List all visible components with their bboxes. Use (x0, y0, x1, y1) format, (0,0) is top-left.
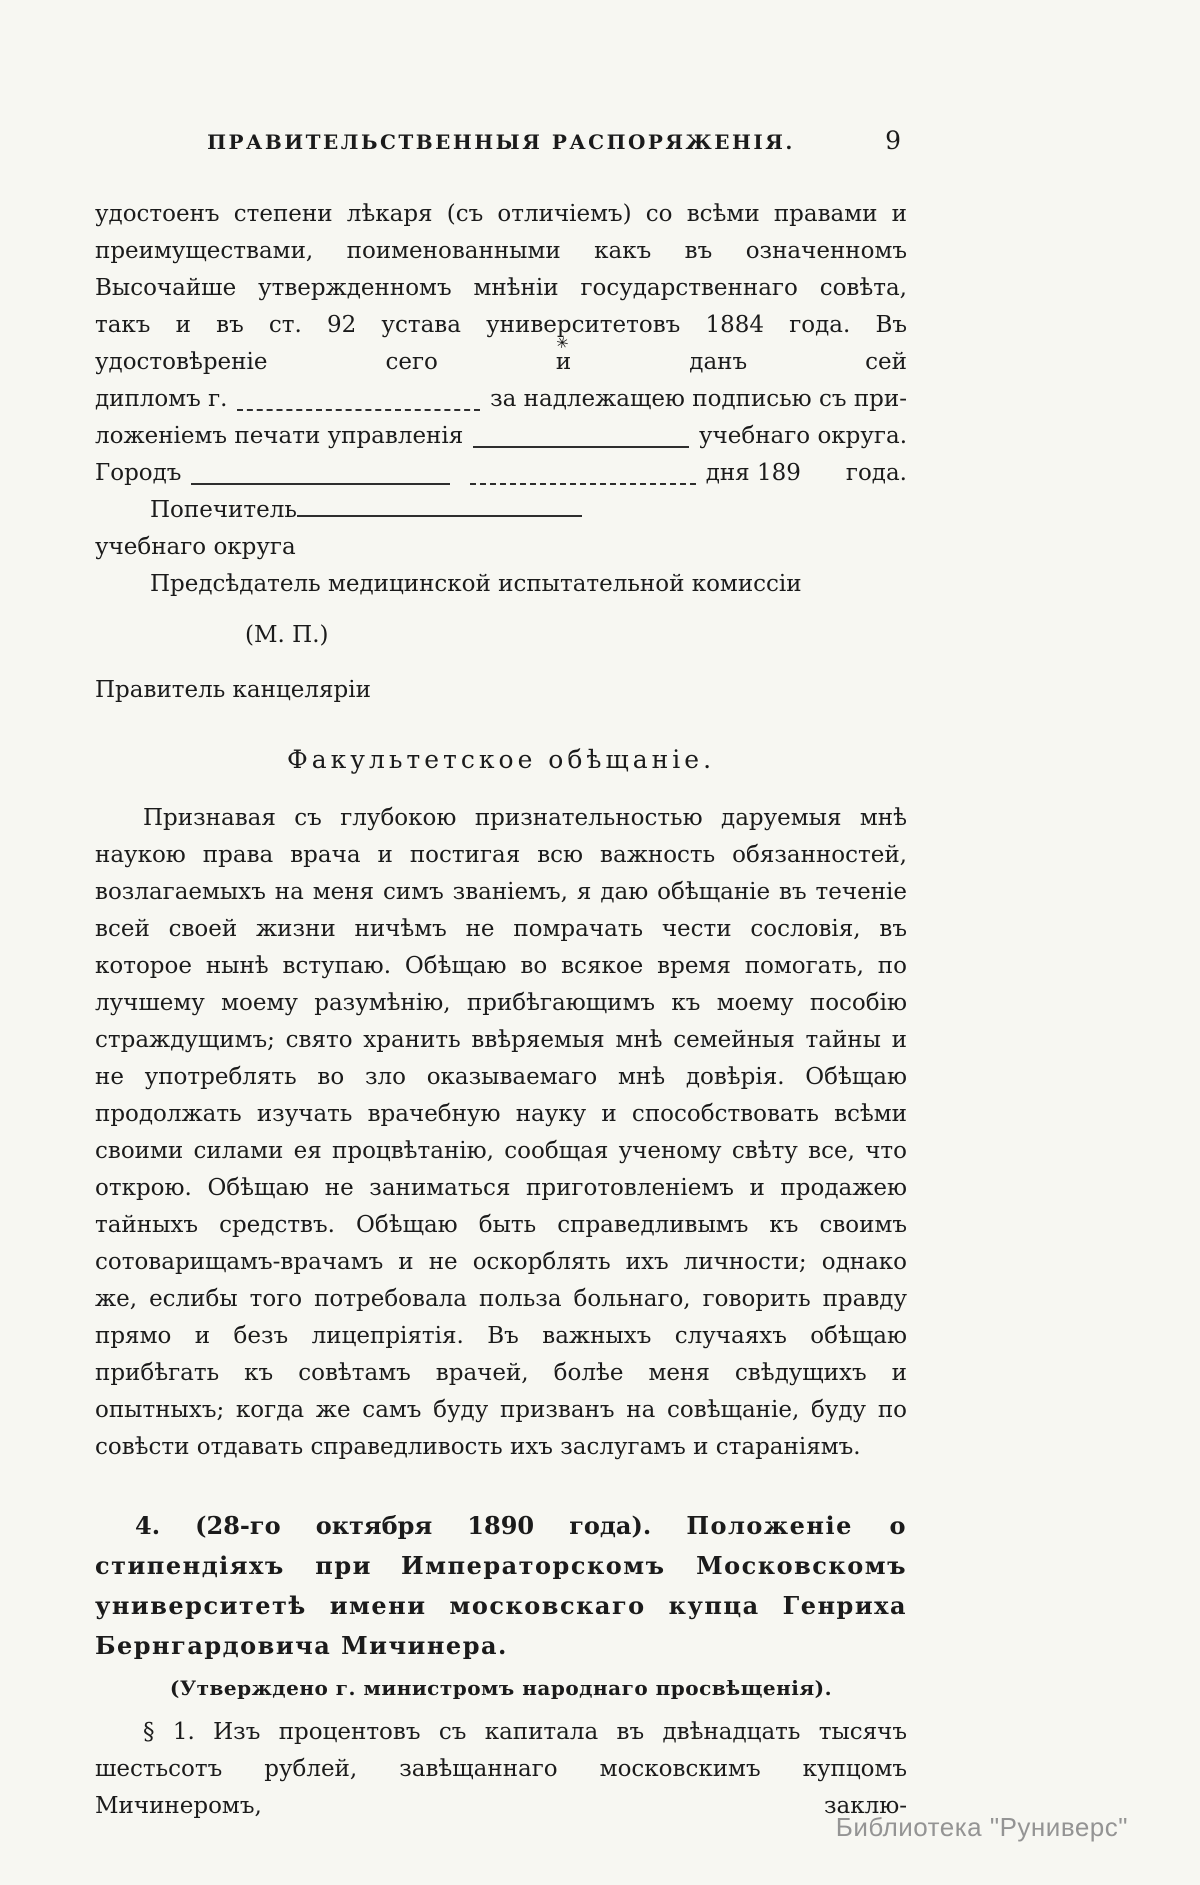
diploma-name-label: дипломъ г. (95, 386, 228, 412)
ink-blot-mark: ✳ (554, 332, 571, 354)
fill-in-blank (297, 497, 582, 517)
text-column (95, 126, 908, 1825)
trustee-signature-line (95, 492, 907, 529)
section-4-number-date: 4. (28-го октября 1890 года). (135, 1511, 652, 1540)
fill-in-blank (470, 483, 695, 485)
section-4-title-lead: Положеніе о стипендіяхъ при (95, 1511, 908, 1580)
library-watermark: Библиотека "Руниверс" (835, 1812, 1128, 1842)
diploma-continuation-paragraph: удостоенъ степени лѣкаря (съ отличіемъ) со всѣми правами и преимуществами, поименованными какъ въ означенномъ Высочайше утвержденномъ мнѣніи государственнаго совѣта, такъ и въ ст. 92 устава университетовъ 1884 года. Въ удостовѣреніе сего и данъ сей (95, 201, 907, 375)
trustee-label: Попечитель (150, 497, 297, 523)
page-number: 9 (885, 126, 901, 155)
fill-in-blank (237, 409, 480, 411)
district-line: учебнаго округа (95, 534, 296, 560)
running-header (95, 126, 907, 162)
seal-place-mark: (М. П.) (245, 622, 329, 648)
day-year-label: дня 189 (705, 460, 801, 486)
city-label: Городъ (95, 460, 182, 486)
oath-heading: Факультетское обѣщаніе. (286, 745, 716, 774)
diploma-name-line (95, 381, 907, 418)
diploma-seal-line (95, 418, 907, 455)
chairman-line: Предсѣдатель медицинской испытательной комиссіи (150, 571, 802, 597)
section-4-title-rest: Императорскомъ Московскомъ университетѣ имени московскаго купца Генриха Бернгардовича Мичинера. (95, 1551, 907, 1660)
chancery-line: Правитель канцеляріи (95, 677, 371, 703)
fill-in-blank (473, 446, 689, 448)
diploma-seal-label: ложеніемъ печати управленія (95, 423, 464, 449)
running-header-title: ПРАВИТЕЛЬСТВЕННЫЯ РАСПОРЯЖЕНІЯ. (207, 130, 795, 154)
fill-in-blank (191, 483, 450, 485)
section-4-heading (95, 1506, 907, 1666)
diploma-city-date-line (95, 455, 907, 492)
year-word-label: года. (845, 460, 907, 486)
diploma-name-tail: за надлежащею подписью съ при- (490, 386, 907, 412)
paragraph-1: § 1. Изъ процентовъ съ капитала въ двѣнадцать тысячъ шестьсотъ рублей, завѣщаннаго московскимъ купцомъ Мичинеромъ, заклю- (95, 1719, 907, 1819)
section-4-approval-note: (Утверждено г. министромъ народнаго просвѣщенія). (169, 1676, 833, 1700)
oath-paragraph: Признавая съ глубокою признательностью даруемыя мнѣ наукою права врача и постигая всю важность обязанностей, возлагаемыхъ на меня симъ званіемъ, я даю обѣщаніе въ теченіе всей своей жизни ничѣмъ не помрачать чести сословія, въ которое нынѣ вступаю. Обѣщаю во всякое время помогать, по лучшему моему разумѣнію, прибѣгающимъ къ моему пособію страждущимъ; свято хранить ввѣряемыя мнѣ семейныя тайны и не употреблять во зло оказываемаго мнѣ довѣрія. Обѣщаю продолжать изучать врачебную науку и способствовать всѣми своими силами ея процвѣтанію, сообщая ученому свѣту все, что открою. Обѣщаю не заниматься приготовленіемъ и продажею тайныхъ средствъ. Обѣщаю быть справедливымъ къ своимъ сотоварищамъ-врачамъ и не оскорблять ихъ личности; однако же, еслибы того потребовала польза больнаго, говорить правду прямо и безъ лицепріятія. Въ важныхъ случаяхъ обѣщаю прибѣгать къ совѣтамъ врачей, болѣе меня свѣдущихъ и опытныхъ; когда же самъ буду призванъ на совѣщаніе, буду по совѣсти отдавать справедливость ихъ заслугамъ и стараніямъ. (95, 805, 907, 1460)
diploma-seal-tail: учебнаго округа. (699, 423, 907, 449)
